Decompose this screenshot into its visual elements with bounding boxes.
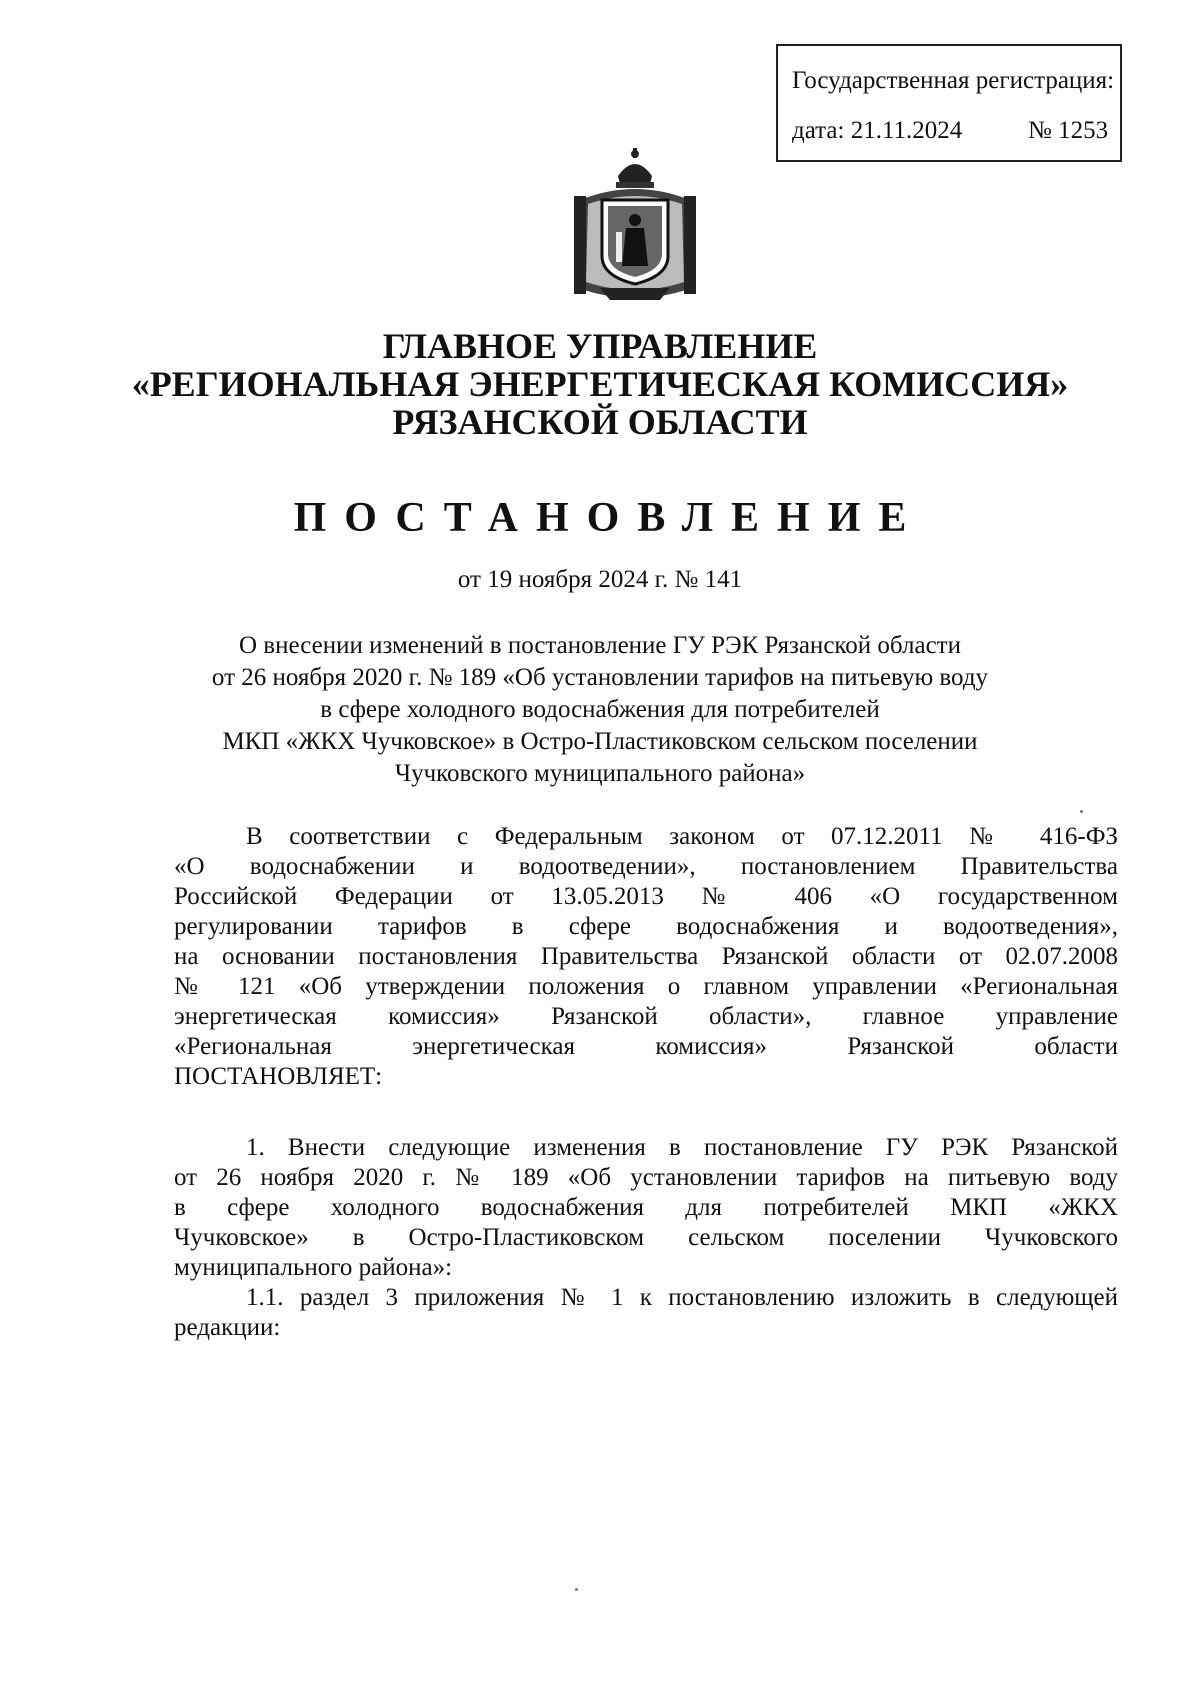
subject-line: в сфере холодного водоснабжения для потребителей: [320, 696, 880, 723]
item-1-line: Чучковское» в Остро-Пластиковском сельском поселении Чучковского: [174, 1224, 1118, 1251]
preamble-line: Российской Федерации от 13.05.2013 № 406 «О государственном: [174, 883, 1118, 910]
registration-number: № 1253: [1028, 117, 1109, 144]
document-date: от 19 ноября 2024 г. № 141: [457, 566, 743, 593]
item-1-1-paragraph: [174, 1283, 1118, 1343]
preamble-line: энергетическая комиссия» Рязанской области», главное управление: [174, 1003, 1118, 1030]
scan-speck: [575, 1588, 578, 1591]
preamble-line: «Региональная энергетическая комиссия» Рязанской области: [174, 1033, 1118, 1060]
item-1-line: в сфере холодного водоснабжения для потребителей МКП «ЖКХ: [174, 1194, 1118, 1221]
scan-speck: [1080, 810, 1083, 813]
registration-title: Государственная регистрация:: [792, 67, 1115, 94]
preamble-line: «О водоснабжении и водоотведении», постановлением Правительства: [174, 853, 1118, 880]
subject-line: МКП «ЖКХ Чучковское» в Остро-Пластиковском сельском поселении: [222, 728, 978, 755]
item-1-line: муниципального района»:: [174, 1254, 453, 1281]
registration-date: дата: 21.11.2024: [792, 117, 963, 144]
item-1-line: 1. Внести следующие изменения в постановление ГУ РЭК Рязанской: [246, 1134, 1118, 1161]
preamble-line: на основании постановления Правительства Рязанской области от 02.07.2008: [174, 943, 1118, 970]
coat-of-arms-icon: [560, 148, 710, 303]
preamble-line: № 121 «Об утверждении положения о главном управлении «Региональная: [174, 973, 1118, 1000]
item-1-paragraph: [174, 1133, 1118, 1283]
item-1-1-line: редакции:: [174, 1314, 281, 1341]
org-name-line2: «РЕГИОНАЛЬНАЯ ЭНЕРГЕТИЧЕСКАЯ КОМИССИЯ»: [131, 364, 1069, 404]
subject-line: от 26 ноября 2020 г. № 189 «Об установлении тарифов на питьевую воду: [211, 664, 989, 691]
item-1-1-line: 1.1. раздел 3 приложения № 1 к постановлению изложить в следующей: [246, 1284, 1118, 1311]
preamble-line: В соответствии с Федеральным законом от 07.12.2011 № 416-ФЗ: [246, 823, 1118, 850]
org-name-line3: РЯЗАНСКОЙ ОБЛАСТИ: [392, 402, 808, 442]
document-subject: [0, 630, 1200, 790]
item-1-line: от 26 ноября 2020 г. № 189 «Об установлении тарифов на питьевую воду: [174, 1164, 1118, 1191]
subject-line: О внесении изменений в постановление ГУ РЭК Рязанской области: [239, 632, 961, 659]
org-name-line1: ГЛАВНОЕ УПРАВЛЕНИЕ: [382, 326, 818, 366]
document-type: ПОСТАНОВЛЕНИЕ: [293, 495, 925, 541]
preamble-line: регулировании тарифов в сфере водоснабжения и водоотведения»,: [174, 913, 1118, 940]
resolves-keyword: ПОСТАНОВЛЯЕТ:: [174, 1063, 383, 1090]
registration-stamp: [776, 44, 1122, 162]
preamble-paragraph: [174, 822, 1118, 1092]
subject-line: Чучковского муниципального района»: [394, 760, 806, 787]
